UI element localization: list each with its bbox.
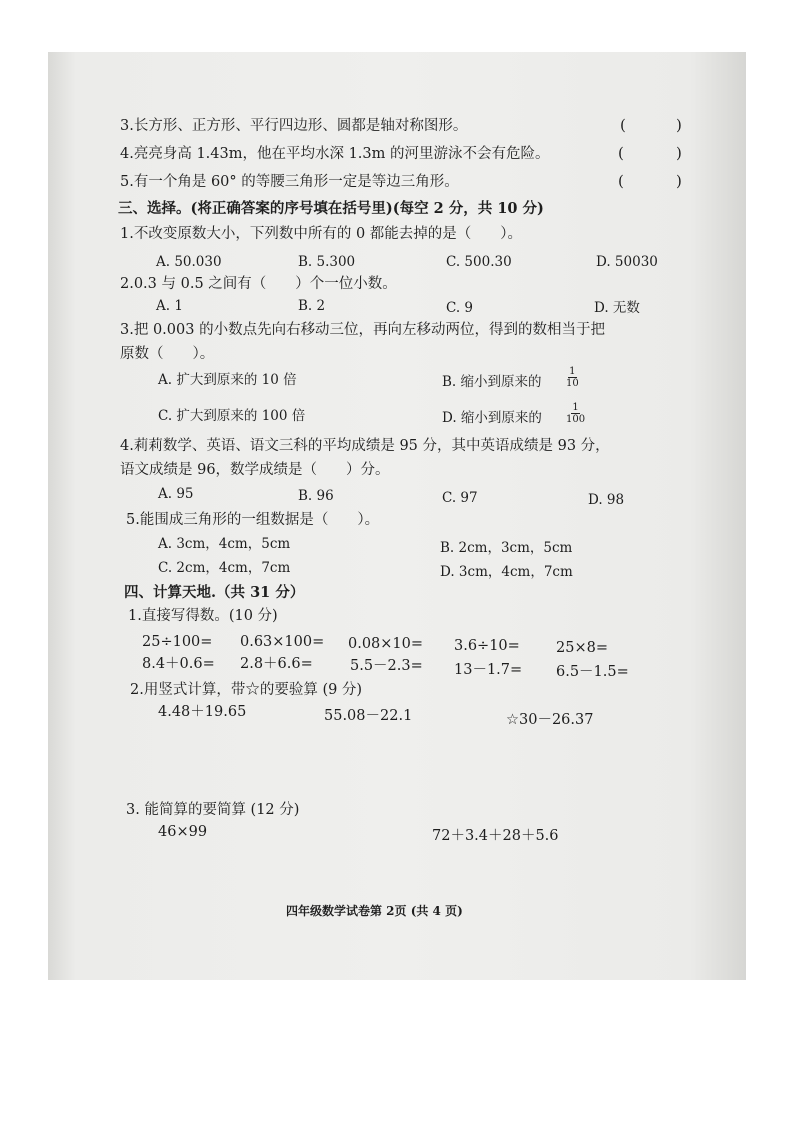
fraction-denominator: 10 — [566, 378, 579, 389]
answer-paren-open: ( — [618, 144, 624, 162]
answer-paren-open: ( — [618, 172, 624, 190]
s4-p1-r2-item3: 5.5－2.3= — [350, 658, 423, 674]
s3-q1-stem: 1.不改变原数大小，下列数中所有的 0 都能去掉的是（ ）。 — [120, 226, 523, 242]
s3-q4-option-a: A. 95 — [158, 486, 194, 502]
s4-p1-r2-item5: 6.5－1.5= — [556, 664, 629, 680]
s4-p1-r1-item4: 3.6÷10= — [454, 638, 520, 654]
s3-q2-option-d: D. 无数 — [594, 300, 640, 316]
judge-q4: 4.亮亮身高 1.43m，他在平均水深 1.3m 的河里游泳不会有危险。 — [120, 146, 550, 162]
judge-q5: 5.有一个角是 60° 的等腰三角形一定是等边三角形。 — [120, 174, 459, 190]
s3-q2-option-a: A. 1 — [156, 298, 183, 314]
answer-paren-close: ) — [676, 116, 682, 134]
s4-part3-title: 3. 能简算的要简算 (12 分) — [126, 802, 300, 818]
s3-q1-option-d: D. 50030 — [596, 254, 658, 270]
s4-p2-item3: ☆30－26.37 — [506, 712, 594, 728]
s3-q4-stem-line1: 4.莉莉数学、英语、语文三科的平均成绩是 95 分，其中英语成绩是 93 分， — [120, 438, 610, 454]
s4-p3-item2: 72＋3.4＋28＋5.6 — [432, 828, 559, 844]
s3-q2-option-b: B. 2 — [298, 298, 326, 314]
s3-q5-option-a: A. 3cm，4cm，5cm — [158, 536, 291, 552]
s3-q5-option-b: B. 2cm，3cm，5cm — [440, 540, 573, 556]
exam-photo — [48, 52, 746, 980]
s4-p1-r1-item5: 25×8= — [556, 640, 608, 656]
s3-q4-option-b: B. 96 — [298, 488, 334, 504]
s3-q4-option-d: D. 98 — [588, 492, 625, 508]
section4-title: 四、计算天地.（共 31 分） — [124, 584, 305, 601]
answer-paren-close: ) — [676, 144, 682, 162]
s3-q2-stem: 2.0.3 与 0.5 之间有（ ）个一位小数。 — [120, 276, 397, 292]
judge-q3: 3.长方形、正方形、平行四边形、圆都是轴对称图形。 — [120, 118, 468, 134]
s3-q4-option-c: C. 97 — [442, 490, 478, 506]
fraction-numerator: 1 — [569, 366, 576, 377]
section3-title: 三、选择。(将正确答案的序号填在括号里)(每空 2 分，共 10 分) — [118, 200, 544, 217]
fraction-numerator: 1 — [572, 402, 579, 413]
exam-sheet — [48, 52, 746, 980]
s3-q3-stem-line2: 原数（ ）。 — [120, 346, 215, 362]
s3-q4-stem-line2: 语文成绩是 96，数学成绩是（ ）分。 — [120, 462, 390, 478]
s4-p1-r1-item3: 0.08×10= — [348, 636, 424, 652]
fraction-denominator: 100 — [566, 414, 586, 425]
page-footer: 四年级数学试卷第 2页 (共 4 页) — [286, 904, 463, 918]
s3-q3-option-a: A. 扩大到原来的 10 倍 — [158, 372, 297, 388]
s3-q3-stem-line1: 3.把 0.003 的小数点先向右移动三位，再向左移动两位，得到的数相当于把 — [120, 322, 606, 338]
s3-q3-option-d: D. 缩小到原来的 — [442, 410, 542, 426]
s3-q3-fraction-d — [566, 402, 585, 425]
s4-p2-item1: 4.48＋19.65 — [158, 704, 247, 720]
s4-part1-title: 1.直接写得数。(10 分) — [128, 608, 278, 624]
answer-paren-open: ( — [620, 116, 626, 134]
s4-p3-item1: 46×99 — [158, 824, 208, 840]
s4-p1-r1-item2: 0.63×100= — [240, 634, 325, 650]
s4-p1-r2-item4: 13－1.7= — [454, 662, 523, 678]
s3-q5-stem: 5.能围成三角形的一组数据是（ ）。 — [126, 512, 380, 528]
s3-q5-option-c: C. 2cm，4cm，7cm — [158, 560, 291, 576]
s4-p1-r2-item1: 8.4＋0.6= — [142, 656, 215, 672]
s3-q1-option-b: B. 5.300 — [298, 254, 356, 270]
s4-p2-item2: 55.08－22.1 — [324, 708, 413, 724]
s3-q3-fraction-b — [566, 366, 579, 389]
s3-q3-option-b: B. 缩小到原来的 — [442, 374, 542, 390]
s4-p1-r1-item1: 25÷100= — [142, 634, 213, 650]
s4-p1-r2-item2: 2.8＋6.6= — [240, 656, 313, 672]
s3-q1-option-c: C. 500.30 — [446, 254, 512, 270]
s3-q3-option-c: C. 扩大到原来的 100 倍 — [158, 408, 306, 424]
s4-part2-title: 2.用竖式计算，带☆的要验算 (9 分) — [130, 682, 363, 698]
s3-q1-option-a: A. 50.030 — [156, 254, 222, 270]
s3-q2-option-c: C. 9 — [446, 300, 474, 316]
answer-paren-close: ) — [676, 172, 682, 190]
s3-q5-option-d: D. 3cm，4cm，7cm — [440, 564, 573, 580]
